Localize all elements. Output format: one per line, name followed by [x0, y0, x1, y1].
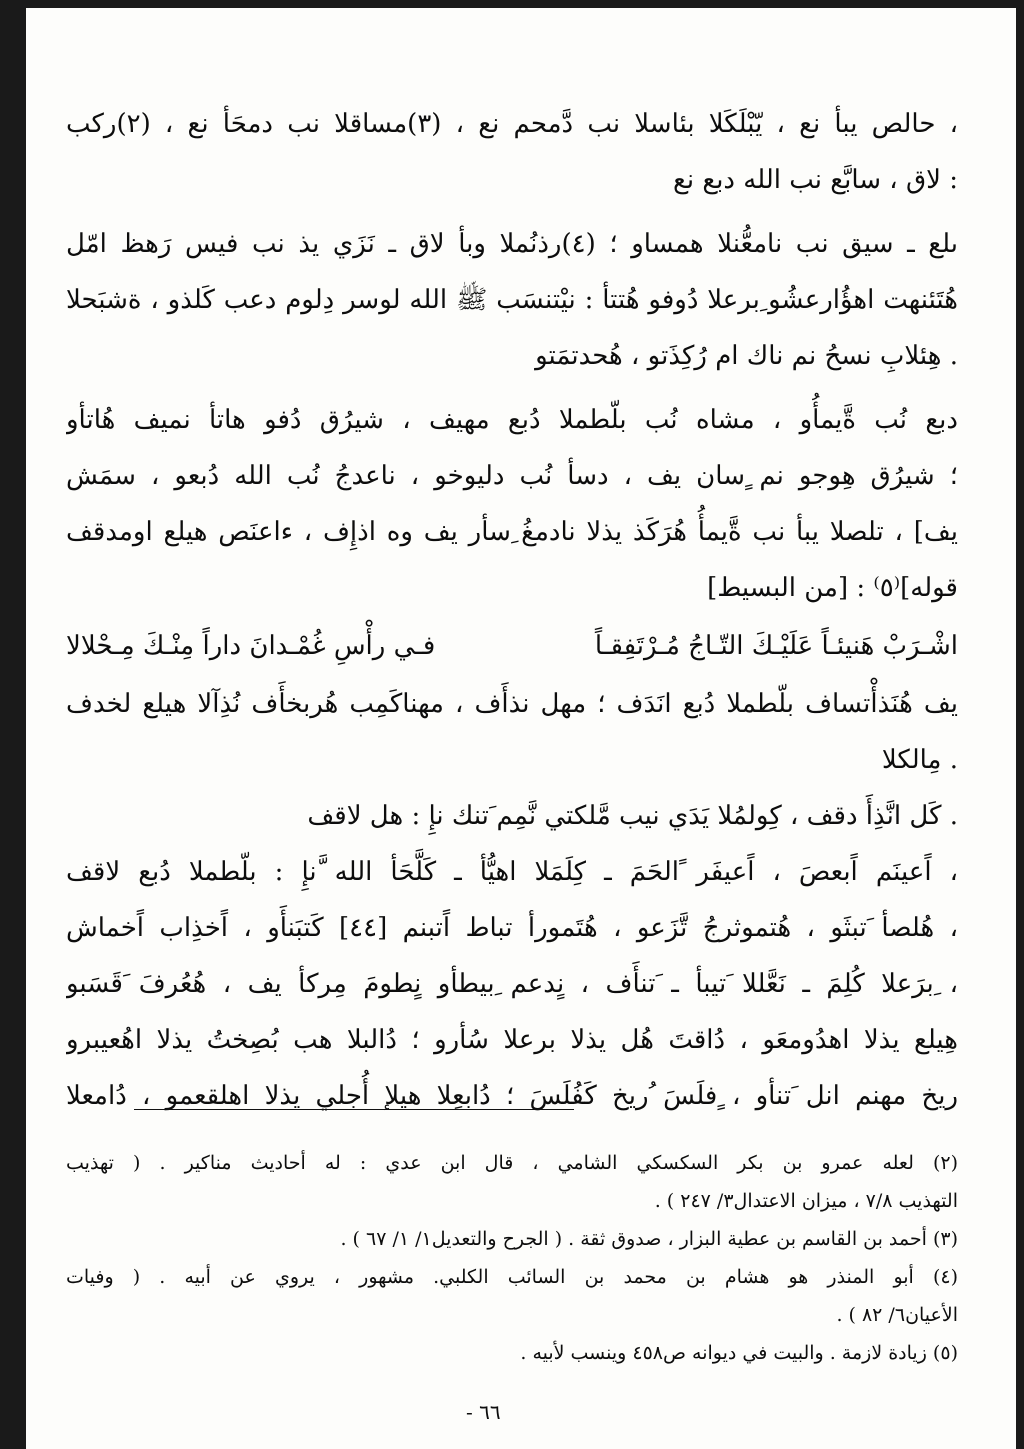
text-line: ، هُلصأ َتبثَو ، هُتموثرجُ تَّزَعو ، هُتَمورأ تباط اًتبنم [٤٤] كَتبَنأَو ، اًخذِاب اًخماش — [66, 913, 958, 943]
text-line: ٌريخ مهنم انل َتنأو ، ٍفلَسَ ُريخ كَفُلَسَ ؛ دُابعِلا هيلإ أُجلي يذلا اهلقعمو ، دُامعلا — [66, 1081, 958, 1111]
poem-verse — [66, 616, 958, 676]
text-line: هِيلع يذلا اهدُومعَو ، دُاقتَ هُل يذلا برعلا سُأرو ؛ دُالبلا هب بُصِختُ يذلا اهُعيبرو — [66, 1025, 958, 1055]
text-line: . هِئلابِ نسحُ نم ناك ام رُكِذَتو ، هُحدتمَتو — [535, 341, 958, 371]
footnote-line: (٤) أبو المنذر هو هشام بن محمد بن السائب الكلبي. مشهور ، يروي عن أبيه . ( وفيات — [66, 1266, 958, 1288]
book-page — [26, 8, 1016, 1449]
text-line: يف] ، تلصلا يبأ نب ةَّيمأُ هُرَكَذ يذلا نادمغُ ِسأر يف وه اذإِف ، ءاعنَص هيلع اومدقف — [66, 517, 958, 547]
footnote-line: (٢) لعله عمرو بن بكر السكسكي الشامي ، قال ابن عدي : له أحاديث مناكير . ( تهذيب — [66, 1152, 958, 1174]
text-line: ، حالص يبأ نع ، يّبْلَكَلا بئاسلا نب دَّمحم نع ، (٣)مساقلا نب دمحَأ نع ، (٢)ركب — [66, 109, 958, 139]
footnote-line: الأعيان٦/ ٨٢ ) . — [836, 1304, 958, 1326]
footnote-line: (٣) أحمد بن القاسم بن عطية البزار ، صدوق ثقة . ( الجرح والتعديل١/ ١/ ٦٧ ) . — [340, 1228, 958, 1250]
poem-left-hemistich: فـي رأْسِ غُمْـدانَ داراً مِنْـكَ مِـحْلالا — [66, 631, 436, 661]
text-line: هُتَئنهت اهؤُارعشُو ِبرعلا دُوفو هُتتأ : نيْتنسَب ﷺ الله لوسر دِلوم دعب كَلذو ، ةشبَحلا — [66, 285, 958, 315]
footnote-divider — [134, 1109, 574, 1110]
main-text — [66, 96, 958, 1124]
footnotes — [66, 1144, 958, 1372]
text-line: دبع نُب ةَّيمأُو ، مشاه نُب بلّطملا دُبع مهيف ، شيرُق دُفو هاتأ نميف هُاتأو — [66, 405, 958, 435]
footnote-line: التهذيب ٧/٨ ، ميزان الاعتدال٣/ ٢٤٧ ) . — [654, 1190, 958, 1212]
text-line: ىلع ـ سيق نب نامعُّنلا همساو ؛ (٤)رذنُملا وبأ لاق ـ نَزَي يذ نب فيس رَهظ امّل — [66, 229, 958, 259]
text-line: ، ِبرَعلا كُلِمَ ـ نَعَّللا َتيبأ ـ َتنأَف ، نٍدعم ِبيطأو نٍطومَ مِركأ يف ، هُعُرفَ َقَسَبو — [66, 969, 958, 999]
text-line: . مِالكلا — [881, 745, 958, 775]
footnote-line: (٥) زيادة لازمة . والبيت في ديوانه ص٤٥٨ وينسب لأبيه . — [520, 1342, 958, 1364]
text-line: . كَل انَّذِأَ دقف ، كِولمُلا يَدَي نيب مَّلكتي نَّمِم َتنك نإِ : هل لاقف — [307, 801, 958, 831]
text-line: يف هُنَذأْتساف بلّطملا دُبع انَدَف ؛ مهل نذأَف ، مهناكَمِب هُربخأَف نُذِآلا هيلع لخدف — [66, 689, 958, 719]
text-line: ، اًعينَم اًبعصَ ، اًعيفَر ًالحَمَ ـ كِلَمَلا اهيُّأ ـ كَلَّحَأ الله َّنإِ : بلّطملا دُبع لاقف — [66, 857, 958, 887]
text-line: : لاق ، سابَّع نب الله دبع نع — [673, 165, 958, 195]
text-line: ؛ شيرُق هِوجو نم ٍسان يف ، دسأ نُب دليوخو ، ناعدجُ نُب الله دُبعو ، سمَش — [66, 461, 958, 491]
meter-note: قوله]⁽٥⁾ : [من البسيط] — [707, 573, 958, 603]
poem-right-hemistich: اشْـرَبْ هَنيئـاً عَلَيْـكَ التّـاجُ مُـرْتَفِقـاً — [594, 631, 958, 661]
page-number: ٦٦ - — [466, 1400, 501, 1424]
